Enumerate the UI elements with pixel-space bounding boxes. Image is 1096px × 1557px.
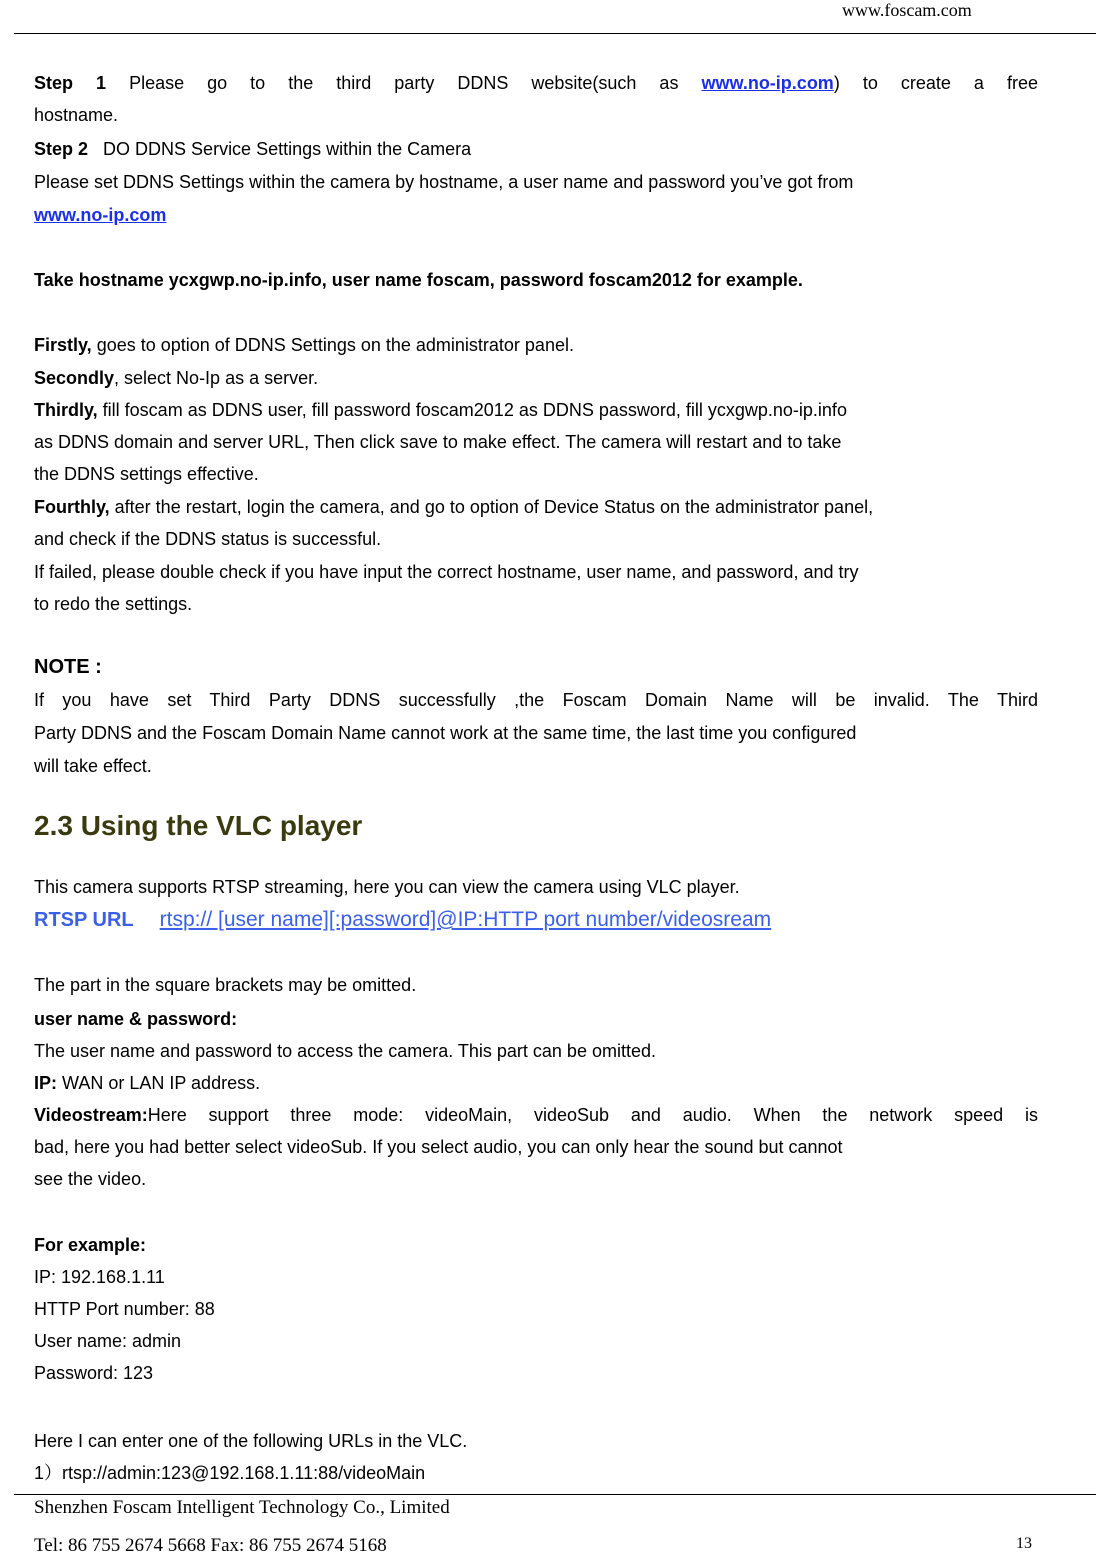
step2-label: Step 2: [34, 139, 89, 159]
step1-label: Step 1: [34, 73, 107, 93]
step2-line: [34, 138, 471, 160]
secondly-line: Secondly, select No-Ip as a server.: [34, 368, 319, 388]
thirdly-line2: as DDNS domain and server URL, Then click save to make effect. The camera will restart and to take: [34, 432, 842, 452]
fourthly-line: Fourthly, after the restart, login the camera, and go to option of Device Status on the administrator panel,: [34, 497, 874, 517]
example-ip: IP: 192.168.1.11: [34, 1267, 165, 1287]
videostream-line3: see the video.: [34, 1169, 147, 1189]
thirdly-line: Thirdly, fill foscam as DDNS user, fill password foscam2012 as DDNS password, fill ycxgwp.no-ip.info: [34, 400, 847, 420]
note-line3: will take effect.: [34, 756, 152, 776]
firstly-line: Firstly, goes to option of DDNS Settings on the administrator panel.: [34, 335, 574, 355]
example-heading: For example:: [34, 1235, 147, 1255]
step1-line: [34, 72, 1038, 94]
no-ip-link[interactable]: www.no-ip.com: [701, 73, 834, 93]
rtsp-url-format: rtsp:// [user name][:password]@IP:HTTP port number/videosream: [159, 908, 772, 931]
example-user: User name: admin: [34, 1331, 182, 1351]
header-divider: [14, 33, 1096, 34]
example-password: Password: 123: [34, 1363, 154, 1383]
footer-divider: [14, 1494, 1096, 1495]
step1-text-after: ) to create a free: [833, 73, 1038, 93]
note-heading: NOTE :: [34, 656, 102, 678]
example-line: Take hostname ycxgwp.no-ip.info, user name foscam, password foscam2012 for example.: [34, 270, 803, 290]
thirdly-line3: the DDNS settings effective.: [34, 464, 259, 484]
rtsp-url-line: [34, 907, 771, 933]
step1-line2: hostname.: [34, 105, 119, 125]
step2-title: DO DDNS Service Settings within the Camera: [103, 139, 472, 159]
videostream-line: Videostream:Here support three mode: videoMain, videoSub and audio. When the network speed is: [34, 1105, 1038, 1125]
example-enter-text: Here I can enter one of the following URLs in the VLC.: [34, 1431, 468, 1451]
videostream-line2: bad, here you had better select videoSub. If you select audio, you can only hear the sound but cannot: [34, 1137, 843, 1157]
userpass-text: The user name and password to access the camera. This part can be omitted.: [34, 1041, 656, 1061]
section-heading: 2.3 Using the VLC player: [34, 810, 363, 841]
example-url-1: 1）rtsp://admin:123@192.168.1.11:88/videoMain: [34, 1463, 426, 1483]
ip-line: IP: WAN or LAN IP address.: [34, 1073, 261, 1093]
note-line2: Party DDNS and the Foscam Domain Name cannot work at the same time, the last time you configured: [34, 723, 857, 743]
vlc-intro: This camera supports RTSP streaming, here you can view the camera using VLC player.: [34, 877, 740, 897]
footer-contact: Tel: 86 755 2674 5668 Fax: 86 755 2674 5168: [34, 1535, 387, 1556]
rtsp-url-label: RTSP URL: [34, 909, 134, 931]
note-line1: If you have set Third Party DDNS successfully ,the Foscam Domain Name will be invalid. The Third: [34, 690, 1038, 710]
example-port: HTTP Port number: 88: [34, 1299, 215, 1319]
userpass-heading: user name & password:: [34, 1009, 238, 1029]
failed-line1: If failed, please double check if you have input the correct hostname, user name, and password, and try: [34, 562, 859, 582]
brackets-note: The part in the square brackets may be omitted.: [34, 975, 417, 995]
fourthly-line2: and check if the DDNS status is successful.: [34, 529, 382, 549]
page-number: 13: [1016, 1535, 1032, 1552]
step1-text: Please go to the third party DDNS website(such as: [129, 73, 679, 93]
step2-text: Please set DDNS Settings within the camera by hostname, a user name and password you’ve got from: [34, 172, 854, 192]
header-website-url: www.foscam.com: [842, 0, 972, 20]
failed-line2: to redo the settings.: [34, 594, 193, 614]
footer-company: Shenzhen Foscam Intelligent Technology Co., Limited: [34, 1497, 450, 1518]
step2-link-line: [34, 204, 166, 226]
no-ip-link-2[interactable]: www.no-ip.com: [34, 205, 167, 225]
